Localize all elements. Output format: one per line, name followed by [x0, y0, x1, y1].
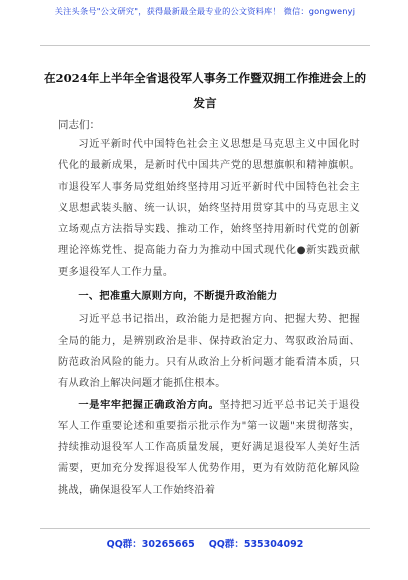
paragraph-lead-bold: 一是牢牢把握正确政治方向。: [78, 398, 220, 411]
footer-qq-group-2: QQ群：535304092: [208, 539, 304, 550]
paragraph-direction: [58, 395, 360, 501]
footer: [40, 536, 370, 550]
document-title: 在2024年上半年全省退役军人事务工作暨双拥工作推进会上的发言: [43, 71, 367, 110]
footer-divider: [40, 528, 370, 529]
paragraph-direction-text: 坚持把习近平总书记关于退役军人工作重要论述和重要指示批示作为"第一议题"来贯彻落实，持续推动退役军人工作高质量发展，更好满足退役军人美好生活需要，更加充分发挥退役军人优势作用，更为有效防范化解风险挑战，确保退役军人工作始终沿着: [58, 399, 360, 496]
paragraph-political-ability: 习近平总书记指出，政治能力是把握方向、把握大势、把握全局的能力，是辨别政治是非、保持政治定力、驾驭政治局面、防范政治风险的能力。只有从政治上分析问题才能看清本质，只有从政治上解决问题才能抓住根本。: [58, 314, 360, 390]
header-divider: [40, 45, 370, 46]
section-heading-1: 一、把准重大原则方向，不断提升政治能力: [78, 290, 278, 303]
paragraph-intro: 习近平新时代中国特色社会主义思想是马克思主义中国化时代化的最新成果，是新时代中国共产党的思想旗帜和精神旗帜。市退役军人事务局党组始终坚持用习近平新时代中国特色社会主义思想武装头脑、统一认识，始终坚持用贯穿其中的马克思主义立场观点方法指导实践、推动工作，始终坚持用新时代党的创新理论淬炼党性、提高能力奋力为推动中国式现代化●新实践贡献更多退役军人工作力量。: [58, 139, 360, 278]
document-body: [58, 134, 360, 501]
header-banner: 关注头条号"公文研究"，获得最新最全最专业的公文资料库！ 微信：gongwenyj: [54, 6, 356, 16]
footer-qq-group-1: QQ群：30265665: [106, 539, 195, 550]
salutation: 同志们：: [58, 119, 100, 131]
